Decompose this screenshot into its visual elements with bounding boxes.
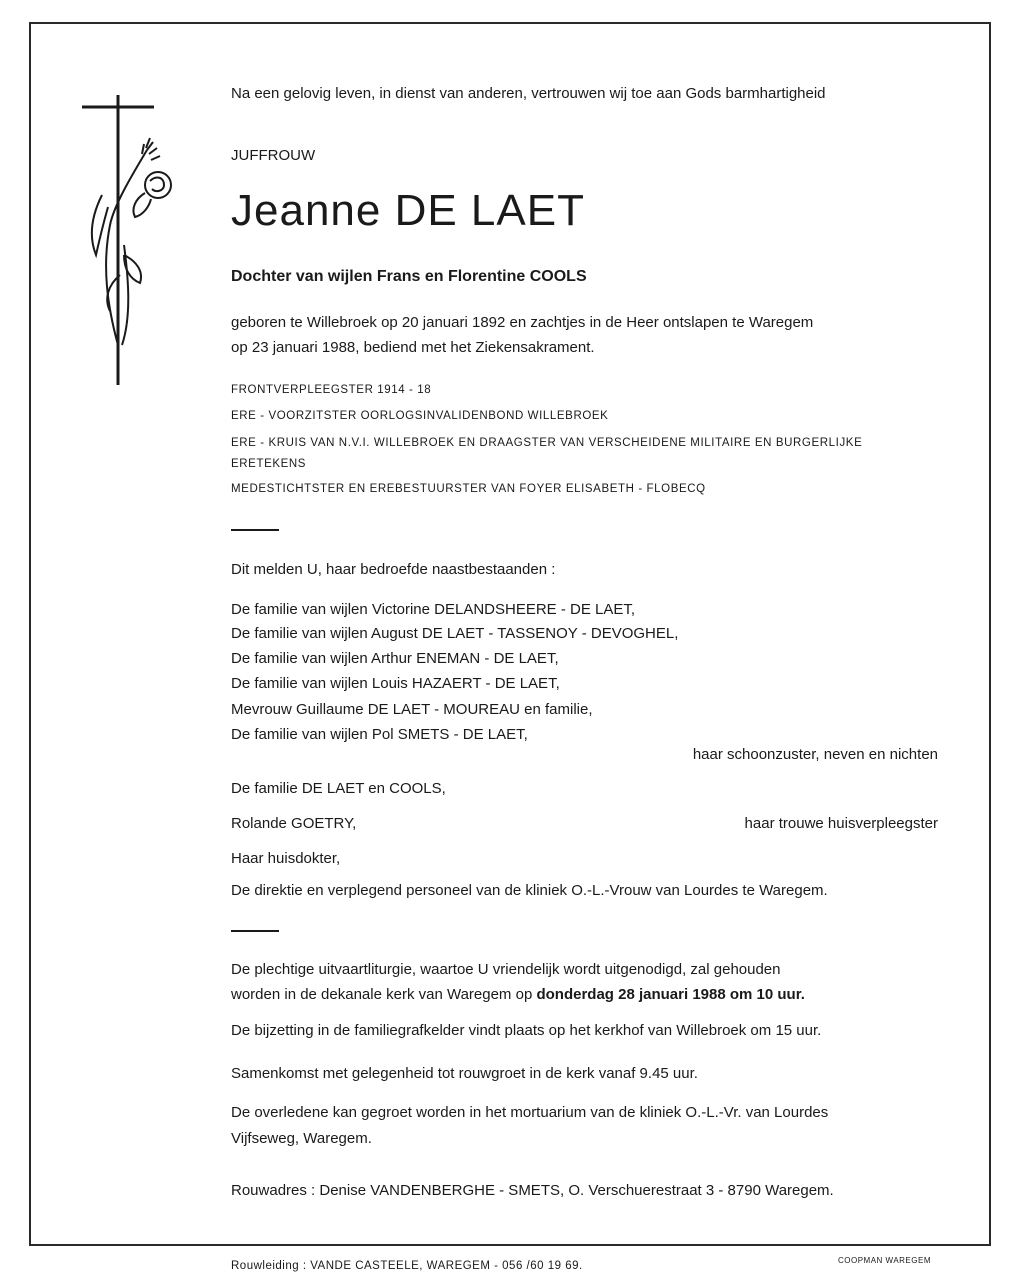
liturgy-line-2 bbox=[231, 985, 805, 1005]
birth-line-1: geboren te Willebroek op 20 januari 1892 en zachtjes in de Heer ontslapen te Waregem bbox=[231, 314, 814, 331]
title-prefix: JUFFROUW bbox=[231, 147, 316, 164]
gathering-line: Samenkomst met gelegenheid tot rouwgroet in de kerk vanaf 9.45 uur. bbox=[231, 1065, 698, 1082]
family-line: De familie van wijlen Pol SMETS - DE LAET, bbox=[231, 726, 528, 743]
printer-footer: COOPMAN WAREGEM bbox=[838, 1256, 931, 1265]
clinic-line: De direktie en verplegend personeel van de kliniek O.-L.-Vrouw van Lourdes te Waregem. bbox=[231, 882, 828, 899]
family-line: De familie van wijlen Victorine DELANDSHEERE - DE LAET, bbox=[231, 601, 636, 618]
family-line: De familie van wijlen Louis HAZAERT - DE LAET, bbox=[231, 675, 560, 692]
parents-line: Dochter van wijlen Frans en Florentine COOLS bbox=[231, 268, 587, 285]
family-cools-line: De familie DE LAET en COOLS, bbox=[231, 780, 446, 797]
distinction-item: ERETEKENS bbox=[231, 458, 307, 470]
distinction-item: ERE - KRUIS VAN N.V.I. WILLEBROEK EN DRAAGSTER VAN VERSCHEIDENE MILITAIRE EN BURGERLIJKE bbox=[231, 437, 863, 449]
burial-line: De bijzetting in de familiegrafkelder vindt plaats op het kerkhof van Willebroek om 15 uur. bbox=[231, 1022, 822, 1039]
liturgy-date-time: donderdag 28 januari 1988 om 10 uur. bbox=[536, 986, 805, 1003]
undertaker-footer: Rouwleiding : VANDE CASTEELE, WAREGEM - 056 /60 19 69. bbox=[231, 1260, 583, 1272]
family-line: De familie van wijlen August DE LAET - TASSENOY - DEVOGHEL, bbox=[231, 625, 679, 642]
family-line: Mevrouw Guillaume DE LAET - MOUREAU en familie, bbox=[231, 701, 593, 718]
announcement-line: Dit melden U, haar bedroefde naastbestaanden : bbox=[231, 561, 556, 578]
family-line: De familie van wijlen Arthur ENEMAN - DE LAET, bbox=[231, 650, 559, 667]
nurse-relation: haar trouwe huisverpleegster bbox=[744, 815, 938, 832]
viewing-line-2: Vijfseweg, Waregem. bbox=[231, 1130, 372, 1147]
nurse-name: Rolande GOETRY, bbox=[231, 815, 357, 832]
section-divider bbox=[231, 529, 279, 531]
liturgy-line-2-text: worden in de dekanale kerk van Waregem op bbox=[231, 986, 537, 1003]
intro-text: Na een gelovig leven, in dienst van anderen, vertrouwen wij toe aan Gods barmhartigheid bbox=[231, 85, 826, 102]
families-relation: haar schoonzuster, neven en nichten bbox=[692, 746, 938, 763]
deceased-name: Jeanne DE LAET bbox=[231, 186, 585, 235]
distinction-item: FRONTVERPLEEGSTER 1914 - 18 bbox=[231, 384, 432, 396]
viewing-line-1: De overledene kan gegroet worden in het mortuarium van de kliniek O.-L.-Vr. van Lourdes bbox=[231, 1104, 829, 1121]
distinction-item: ERE - VOORZITSTER OORLOGSINVALIDENBOND WILLEBROEK bbox=[231, 410, 609, 422]
mourning-address: Rouwadres : Denise VANDENBERGHE - SMETS, O. Verschuerestraat 3 - 8790 Waregem. bbox=[231, 1182, 834, 1199]
cross-rose-emblem-icon bbox=[62, 95, 192, 385]
liturgy-line-1: De plechtige uitvaartliturgie, waartoe U vriendelijk wordt uitgenodigd, zal gehouden bbox=[231, 961, 781, 978]
distinction-item: MEDESTICHTSTER EN EREBESTUURSTER VAN FOYER ELISABETH - FLOBECQ bbox=[231, 483, 706, 495]
birth-line-2: op 23 januari 1988, bediend met het Ziekensakrament. bbox=[231, 339, 595, 356]
section-divider bbox=[231, 930, 279, 932]
doctor-line: Haar huisdokter, bbox=[231, 850, 341, 867]
